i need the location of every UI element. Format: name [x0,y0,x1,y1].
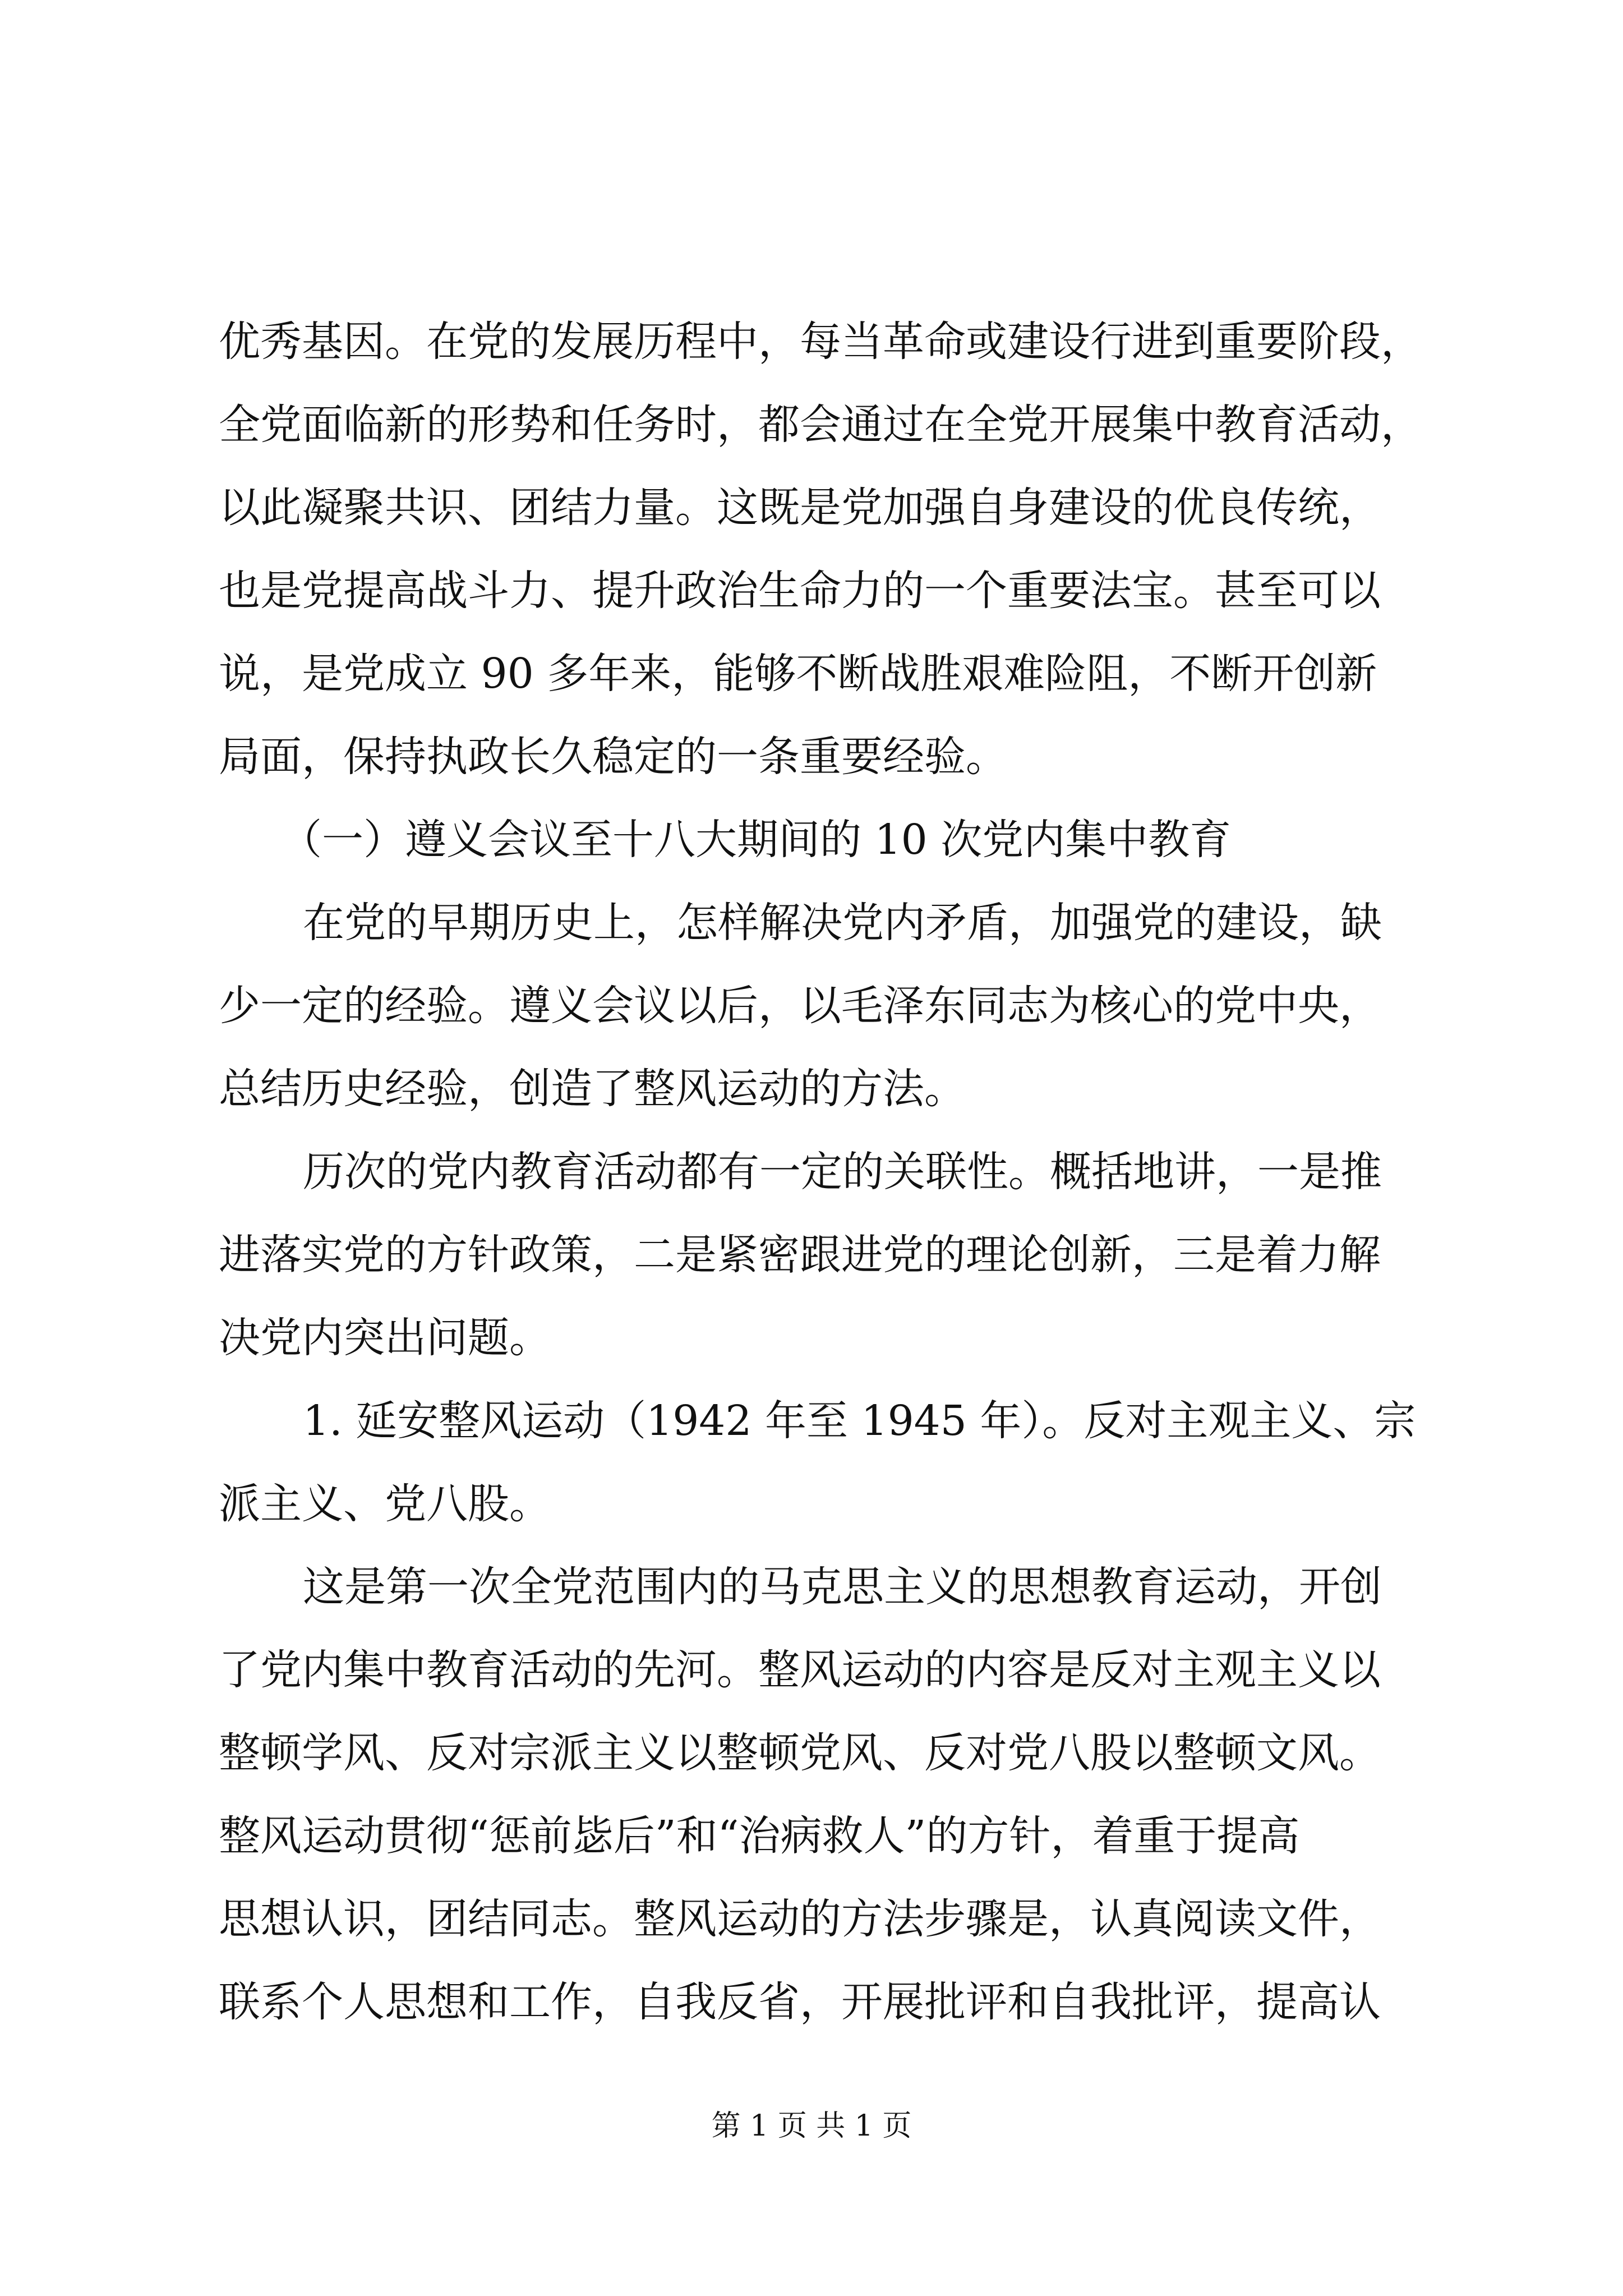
text-line: 在党的早期历史上，怎样解决党内矛盾，加强党的建设，缺 [303,899,1382,947]
text-line: 局面，保持执政长久稳定的一条重要经验。 [219,733,1007,781]
text-line: 决党内突出问题。 [219,1314,551,1362]
section-heading: （一）遵义会议至十八大期间的 10 次党内集中教育 [280,816,1232,864]
text-line: 说，是党成立 90 多年来，能够不断战胜艰难险阻，不断开创新 [219,650,1377,698]
body-text [219,300,1430,2044]
text-line: 也是党提高战斗力、提升政治生命力的一个重要法宝。甚至可以 [219,567,1381,615]
text-line: 了党内集中教育活动的先河。整风运动的内容是反对主观主义以 [219,1646,1381,1694]
text-line: 整风运动贯彻“惩前毖后”和“治病救人”的方针，着重于提高 [219,1812,1300,1860]
text-line: 联系个人思想和工作，自我反省，开展批评和自我批评，提高认 [219,1978,1381,2026]
page-number-footer: 第 1 页 共 1 页 [711,2109,912,2143]
text-line: 思想认识，团结同志。整风运动的方法步骤是，认真阅读文件， [219,1895,1381,1943]
text-line: 少一定的经验。遵义会议以后，以毛泽东同志为核心的党中央， [219,982,1381,1030]
text-line: 进落实党的方针政策，二是紧密跟进党的理论创新，三是着力解 [219,1231,1381,1279]
text-line: 全党面临新的形势和任务时，都会通过在全党开展集中教育活动， [219,401,1422,449]
text-line: 整顿学风、反对宗派主义以整顿党风、反对党八股以整顿文风。 [219,1729,1381,1777]
text-line: 以此凝聚共识、团结力量。这既是党加强自身建设的优良传统， [219,484,1381,532]
subsection-heading: 1. 延安整风运动（1942 年至 1945 年）。反对主观主义、宗 [303,1397,1416,1445]
text-line: 这是第一次全党范围内的马克思主义的思想教育运动，开创 [303,1563,1382,1611]
text-line: 总结历史经验，创造了整风运动的方法。 [219,1065,966,1113]
text-line: 派主义、党八股。 [219,1480,551,1528]
text-line: 优秀基因。在党的发展历程中，每当革命或建设行进到重要阶段， [219,318,1422,366]
text-line: 历次的党内教育活动都有一定的关联性。概括地讲，一是推 [303,1148,1382,1196]
